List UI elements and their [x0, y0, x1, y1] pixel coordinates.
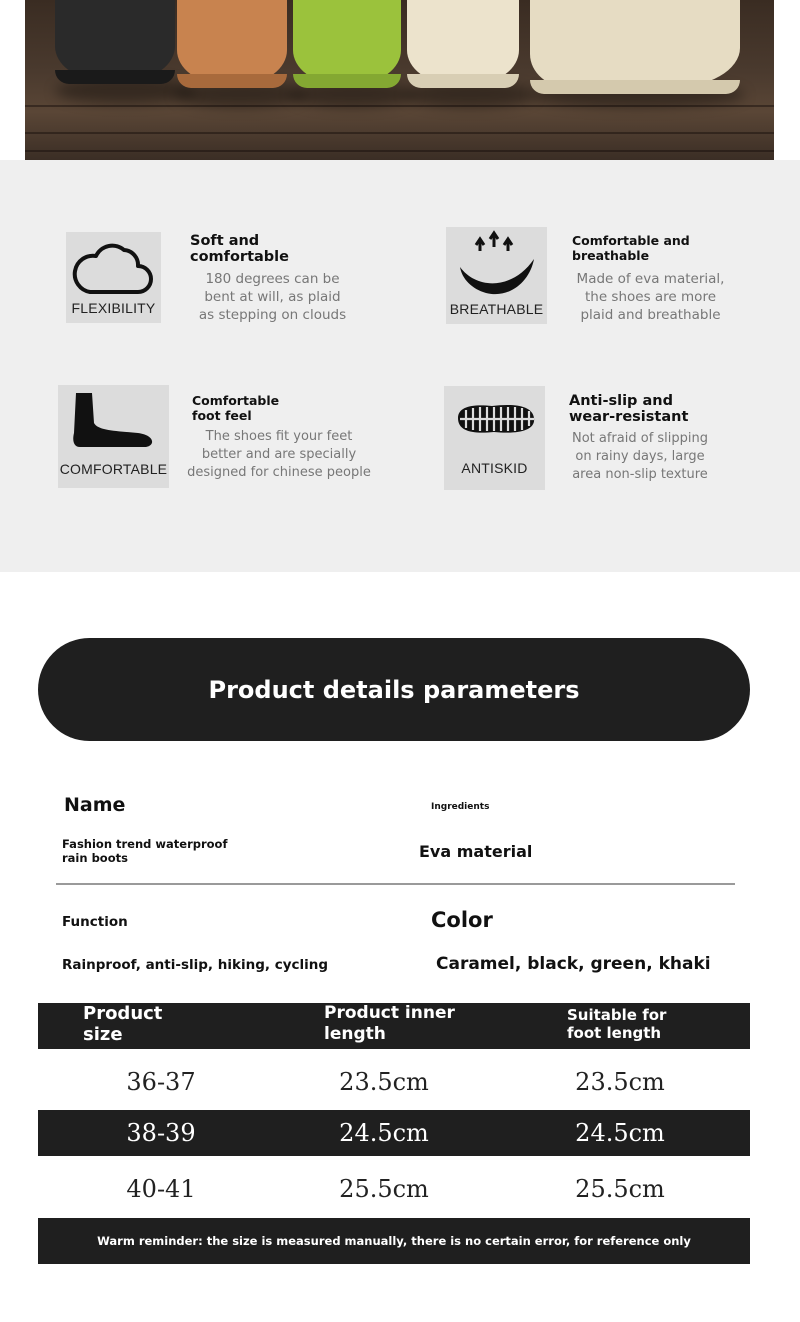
ingredients-value: Eva material: [419, 842, 533, 861]
size-cell: 36-37: [126, 1068, 196, 1096]
foot-length-cell: 23.5cm: [575, 1068, 665, 1096]
size-cell: 38-39: [126, 1119, 196, 1147]
feature-title: Comfortable foot feel: [192, 393, 280, 423]
feature-tile-flexibility: [66, 232, 161, 323]
foot-icon: [58, 387, 169, 462]
khaki-boot: [530, 0, 740, 88]
size-cell: 40-41: [126, 1175, 196, 1203]
feature-title: Anti-slip and wear-resistant: [569, 393, 689, 425]
size-table-header: [38, 1003, 750, 1049]
caramel-boot: [177, 0, 287, 84]
details-divider: [56, 883, 735, 885]
name-value: Fashion trend waterproof rain boots: [62, 837, 228, 865]
feature-description: Not afraid of slipping on rainy days, large area non-slip texture: [571, 431, 709, 482]
inner-length-cell: 24.5cm: [339, 1119, 429, 1147]
name-label: Name: [64, 794, 126, 816]
cream-boot: [407, 0, 519, 84]
function-value: Rainproof, anti-slip, hiking, cycling: [62, 957, 329, 973]
feature-description: 180 degrees can be bent at will, as plaid as stepping on clouds: [198, 271, 347, 323]
column-header: Product size: [83, 1003, 163, 1045]
color-value: Caramel, black, green, khaki: [436, 954, 711, 974]
feature-tile-label: FLEXIBILITY: [71, 300, 156, 316]
inner-length-cell: 25.5cm: [339, 1175, 429, 1203]
feature-tile-label: BREATHABLE: [449, 301, 544, 317]
foot-length-cell: 25.5cm: [575, 1175, 665, 1203]
function-label: Function: [62, 914, 128, 930]
sole-tread-icon: [444, 388, 545, 462]
feature-title: Soft and comfortable: [190, 233, 289, 265]
reminder-text: Warm reminder: the size is measured manually, there is no certain error, for reference only: [97, 1234, 691, 1248]
table-row: [38, 1058, 750, 1110]
warm-reminder-note: [38, 1218, 750, 1264]
feature-tile-label: COMFORTABLE: [59, 461, 168, 477]
black-boot: [55, 0, 175, 80]
cloud-icon: [66, 234, 161, 304]
feature-description: The shoes fit your feet better and are specially designed for chinese people: [187, 429, 371, 480]
column-header: Product inner length: [324, 1003, 455, 1044]
feature-tile-comfortable: [58, 385, 169, 488]
column-header: Suitable for foot length: [567, 1006, 667, 1042]
feature-title: Comfortable and breathable: [572, 233, 690, 263]
feature-description: Made of eva material, the shoes are more plaid and breathable: [576, 271, 725, 323]
features-section: [0, 160, 800, 572]
feature-tile-label: ANTISKID: [461, 460, 528, 476]
hero-boots-photo: [25, 0, 774, 160]
color-label: Color: [431, 908, 493, 932]
section-title: Product details parameters: [208, 675, 580, 704]
table-row: [38, 1110, 750, 1156]
foot-length-cell: 24.5cm: [575, 1119, 665, 1147]
product-details-header: [38, 638, 750, 741]
feature-tile-antiskid: [444, 386, 545, 490]
inner-length-cell: 23.5cm: [339, 1068, 429, 1096]
feature-tile-breathable: [446, 227, 547, 324]
breathable-icon: [446, 229, 547, 301]
table-row: [38, 1166, 750, 1216]
ingredients-label: Ingredients: [431, 802, 490, 812]
green-boot: [293, 0, 401, 84]
